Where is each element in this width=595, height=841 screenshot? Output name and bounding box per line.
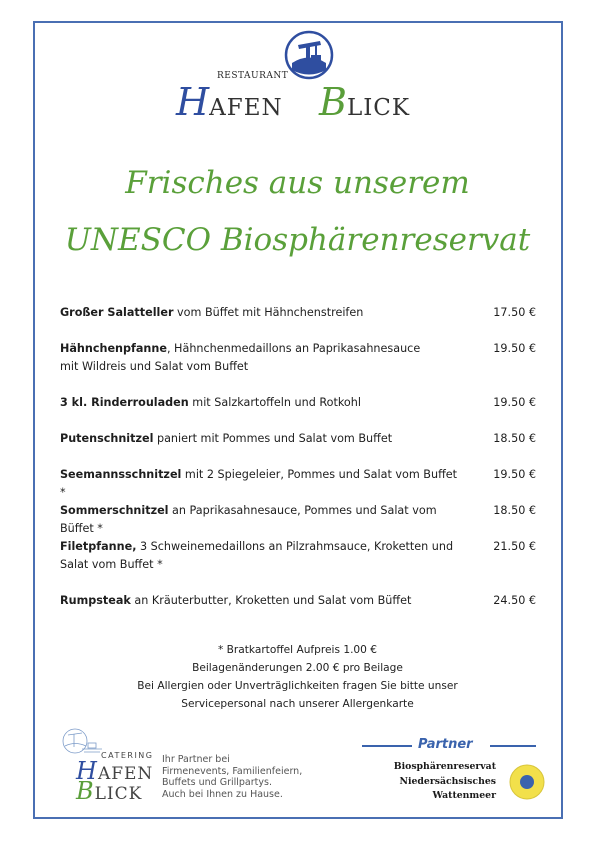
logo-hafen-rest: AFEN (209, 95, 283, 121)
partner-rule-left (362, 745, 412, 747)
dish-name: Rumpsteak (60, 594, 131, 607)
logo-blick-rest: LICK (346, 95, 411, 121)
menu-notes (0, 641, 595, 713)
dish-price: 18.50 € (493, 432, 536, 445)
menu-item-description (60, 538, 460, 574)
dish-name: Großer Salatteller (60, 306, 174, 319)
menu-item-description (60, 430, 460, 448)
menu-item (60, 592, 536, 610)
biosphere-reserve-icon (509, 764, 545, 800)
logo-hafen-initial: H (176, 80, 210, 124)
dish-details: 3 Schweinemedaillons an Pilzrahmsauce, Kroketten und (136, 540, 454, 553)
dish-details: mit 2 Spiegeleier, Pommes und Salat vom Buffet * (60, 468, 458, 499)
dish-details-line-2: Salat vom Buffet * (60, 558, 163, 571)
dish-name: Filetpfanne, (60, 540, 137, 553)
catering-blick-initial: B (76, 777, 95, 805)
logo-blick-initial: B (319, 80, 347, 124)
note-line: Servicepersonal nach unserer Allergenkarte (181, 698, 414, 710)
menu-item-description (60, 592, 460, 610)
logo-blick-word (319, 80, 410, 124)
menu-item (60, 394, 536, 412)
catering-text-line: Auch bei Ihnen zu Hause. (162, 788, 283, 800)
catering-text-line: Buffets und Grillpartys. (162, 777, 272, 788)
menu-item (60, 502, 536, 538)
dish-details: paniert mit Pommes und Salat vom Buffet (153, 432, 393, 445)
catering-hafen-initial: H (76, 757, 98, 785)
partner-heading (362, 737, 536, 755)
dish-name: 3 kl. Rinderrouladen (60, 396, 189, 409)
logo-restaurant-label: RESTAURANT (217, 71, 289, 81)
dish-name: Sommerschnitzel (60, 504, 169, 517)
headline-line-1: Frisches aus unserem (125, 165, 470, 201)
dish-price: 19.50 € (493, 342, 536, 355)
dish-name: Seemannsschnitzel (60, 468, 182, 481)
dish-details-line-2: mit Wildreis und Salat vom Buffet (60, 360, 249, 373)
harbour-crane-icon (284, 30, 334, 80)
menu-item-description (60, 502, 460, 538)
note-line: * Bratkartoffel Aufpreis 1.00 € (217, 644, 378, 656)
catering-harbour-icon (62, 725, 104, 757)
partner-name (360, 760, 496, 804)
dish-price: 21.50 € (493, 540, 536, 553)
catering-text-line: Ihr Partner bei (162, 754, 230, 765)
catering-label: CATERING (101, 751, 154, 760)
dish-price: 19.50 € (493, 396, 536, 409)
menu-item (60, 430, 536, 448)
dish-name: Hähnchenpfanne (60, 342, 167, 355)
dish-details: mit Salzkartoffeln und Rotkohl (188, 396, 361, 409)
partner-rule-right (490, 745, 536, 747)
dish-price: 24.50 € (493, 594, 536, 607)
menu-item (60, 304, 536, 322)
dish-price: 18.50 € (493, 504, 536, 517)
catering-blick-rest: LICK (94, 784, 143, 804)
dish-details: an Paprikasahnesauce, Pommes und Salat vom Büffet * (60, 504, 437, 535)
dish-details: vom Büffet mit Hähnchenstreifen (173, 306, 364, 319)
dish-details: an Kräuterbutter, Kroketten und Salat vom Büffet (130, 594, 412, 607)
catering-description (162, 754, 302, 800)
logo-hafen-word (176, 80, 283, 124)
dish-price: 19.50 € (493, 468, 536, 481)
menu-item-description (60, 304, 460, 322)
partner-label: Partner (418, 737, 473, 752)
menu-item (60, 340, 536, 376)
menu-item-description (60, 340, 460, 376)
dish-price: 17.50 € (493, 306, 536, 319)
note-line: Beilagenänderungen 2.00 € pro Beilage (192, 662, 403, 674)
catering-hafen-rest: AFEN (97, 764, 154, 784)
catering-text-line: Firmenevents, Familienfeiern, (162, 765, 303, 777)
headline-line-2: UNESCO Biosphärenreservat (64, 222, 531, 258)
dish-name: Putenschnitzel (60, 432, 154, 445)
restaurant-logo (0, 0, 595, 130)
catering-blick-word (76, 777, 142, 805)
partner-name-line: Biosphärenreservat (393, 761, 496, 772)
menu-item (60, 538, 536, 574)
menu-item-description (60, 394, 460, 412)
menu-item (60, 466, 536, 502)
dish-details: , Hähnchenmedaillons an Paprikasahnesauce (166, 342, 421, 355)
partner-name-line: Niedersächsisches (399, 775, 496, 787)
menu-item-description (60, 466, 460, 502)
partner-name-line: Wattenmeer (432, 790, 496, 801)
note-line: Bei Allergien oder Unverträglichkeiten fragen Sie bitte unser (137, 680, 458, 692)
